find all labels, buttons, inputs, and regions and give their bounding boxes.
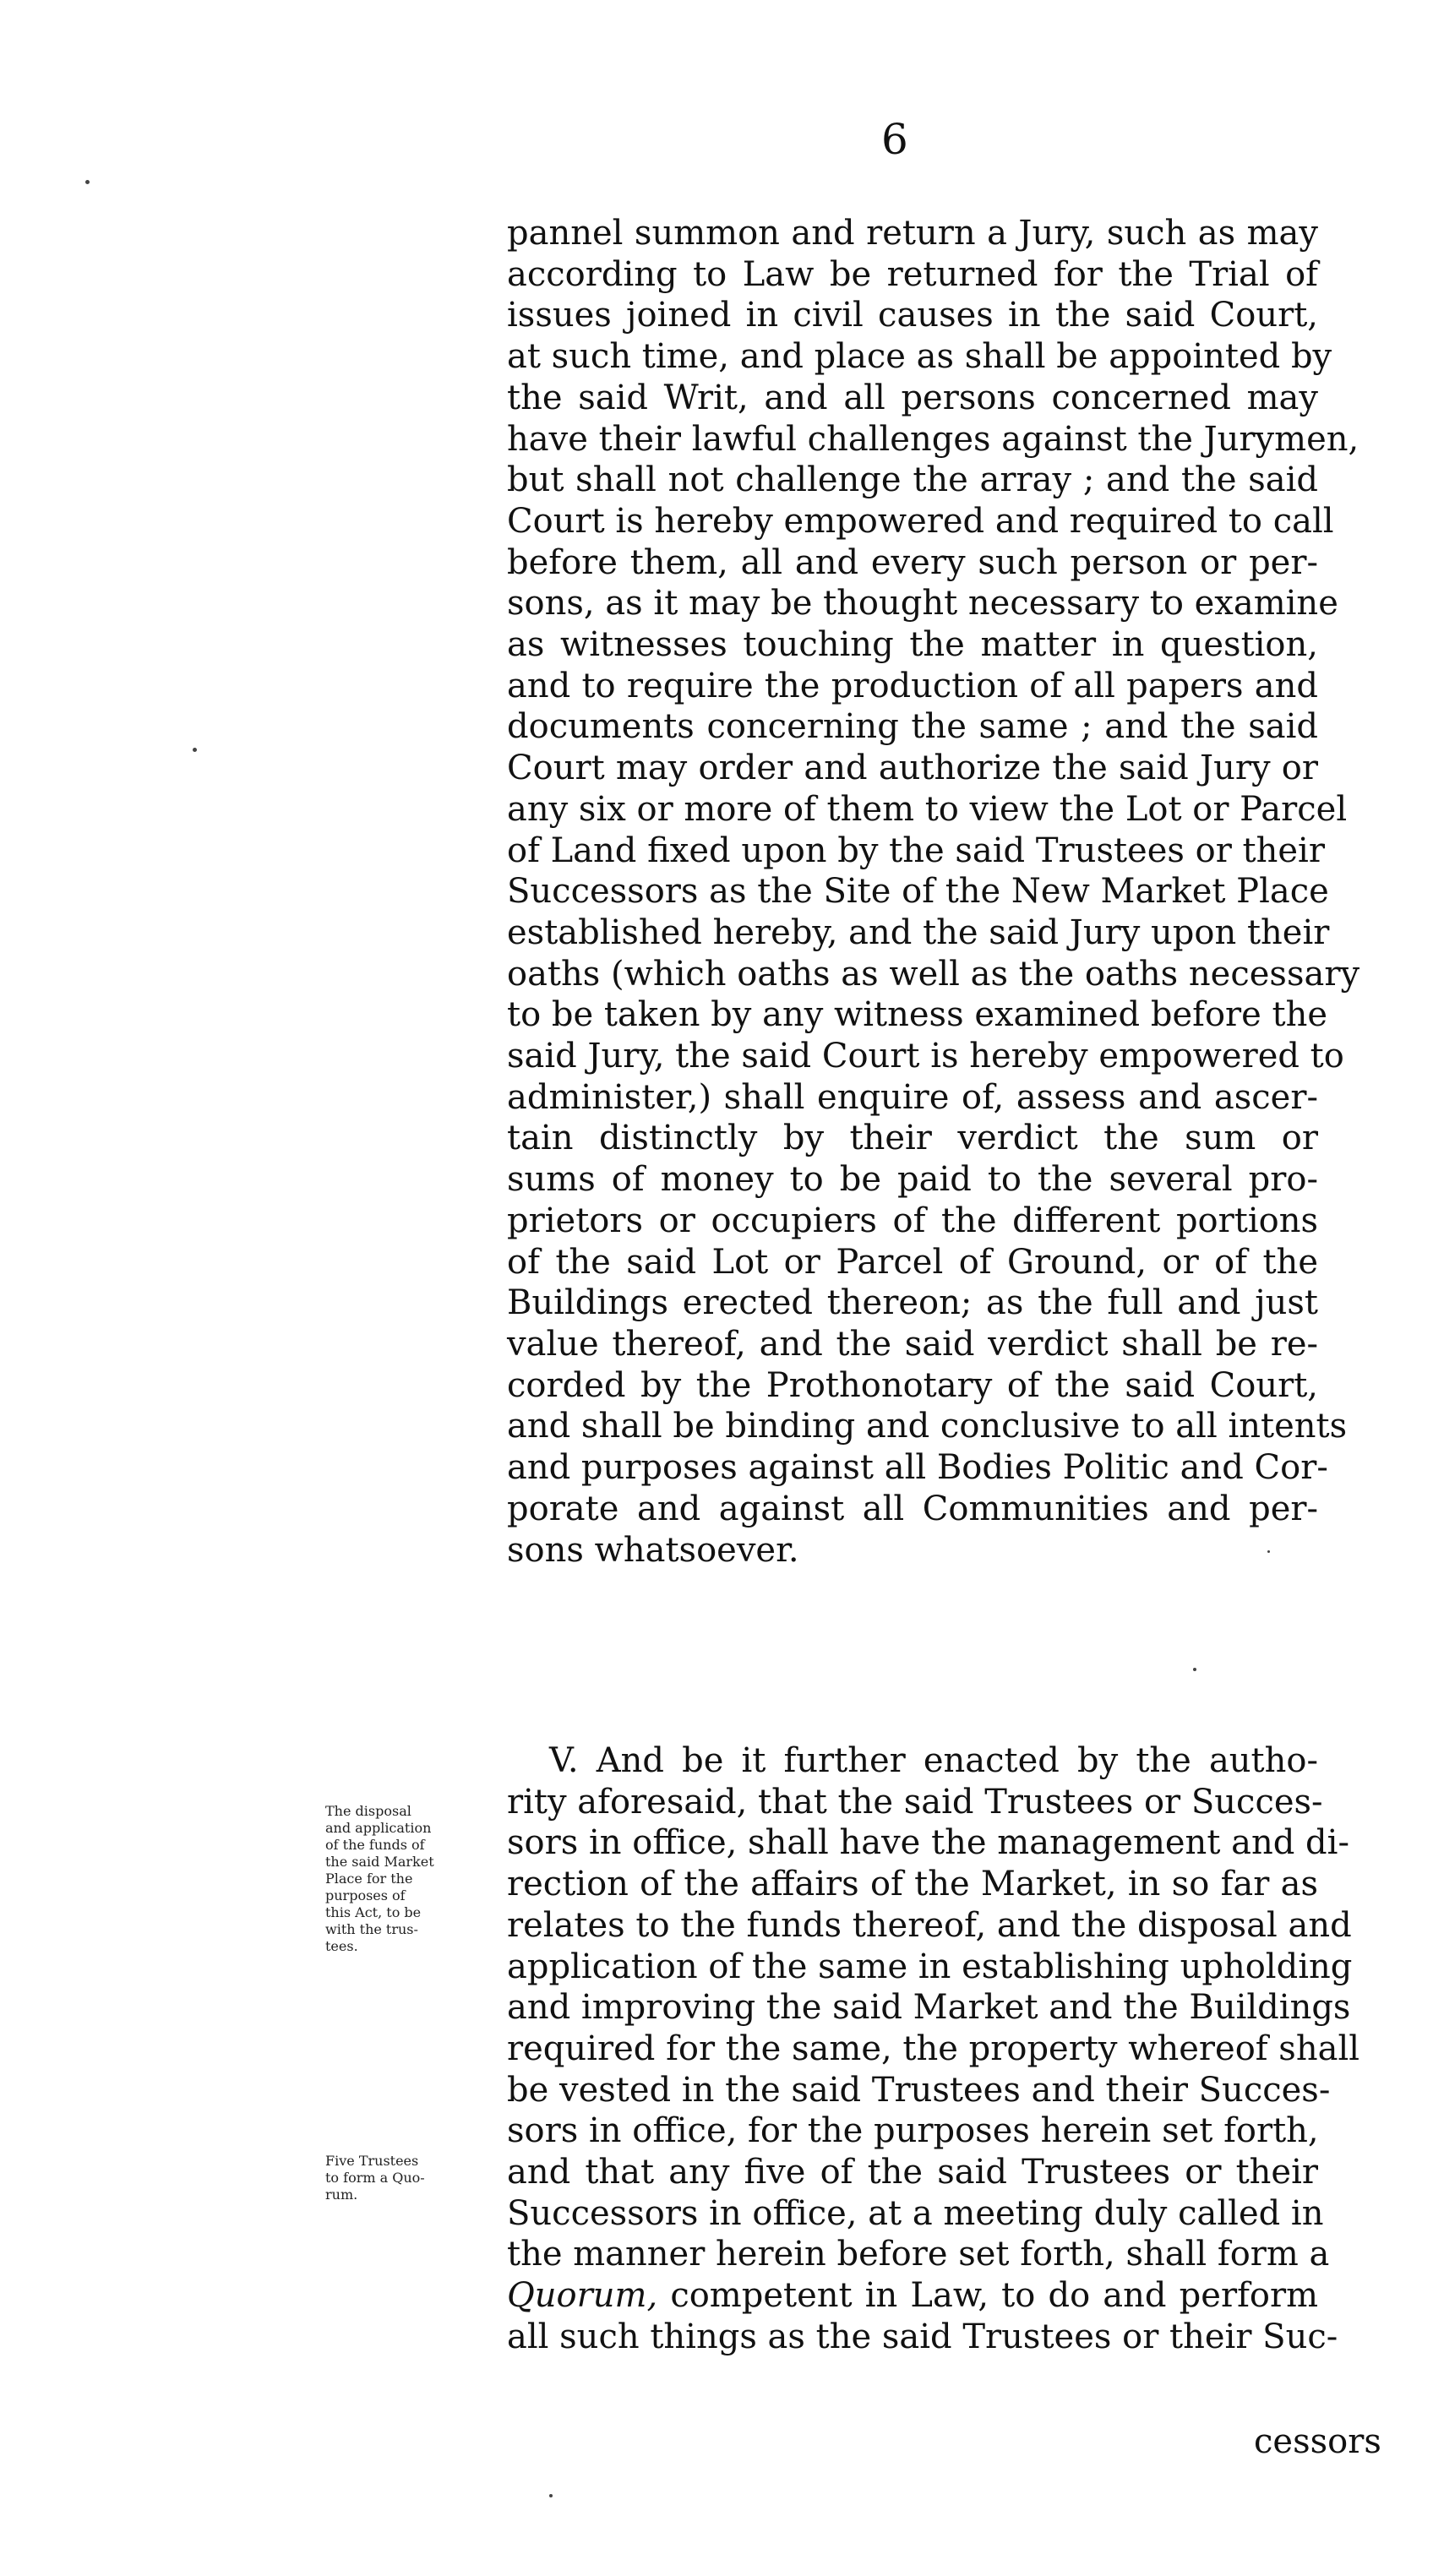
margin-note-line: of the funds of [325, 1837, 425, 1853]
continuation-paragraph [507, 213, 1360, 1571]
text-line: Court may order and authorize the said Jury or [507, 749, 1318, 788]
text-line: corded by the Prothonotary of the said Court, [507, 1365, 1318, 1405]
ink-speck [549, 2494, 553, 2497]
text-line: and that any five of the said Trustees or their [507, 2153, 1318, 2192]
text-line: established hereby, and the said Jury upon their [507, 912, 1330, 952]
text-line: administer,) shall enquire of, assess and ascer- [507, 1077, 1318, 1117]
margin-note-line: with the trus- [325, 1921, 418, 1937]
text-line: application of the same in establishing upholding [507, 1947, 1353, 1986]
margin-note-disposal [325, 1803, 494, 1955]
margin-note-line: this Act, to be [325, 1904, 422, 1920]
ink-speck [85, 180, 90, 184]
margin-note-line: to form a Quo- [325, 2170, 425, 2186]
quorum-word: Quorum, [507, 2276, 658, 2316]
text-line: rection of the affairs of the Market, in so far as [507, 1865, 1318, 1904]
text-line: but shall not challenge the array ; and the said [507, 460, 1318, 500]
text-line: relates to the funds thereof, and the disposal and [507, 1905, 1352, 1945]
text-line: and shall be binding and conclusive to all intents [507, 1407, 1348, 1446]
text-line: sors in office, for the purposes herein set forth, [507, 2111, 1319, 2151]
text-line: sors in office, shall have the management and di- [507, 1823, 1349, 1863]
ink-speck [1267, 1550, 1270, 1553]
section-v-paragraph [507, 1740, 1360, 2358]
text-line: all such things as the said Trustees or their Suc- [507, 2317, 1338, 2356]
text-line: sums of money to be paid to the several pro- [507, 1160, 1318, 1200]
text-line: and purposes against all Bodies Politic and Cor- [507, 1448, 1328, 1488]
margin-note-line: The disposal [325, 1803, 411, 1819]
text-line: Court is hereby empowered and required to call [507, 501, 1334, 541]
text-line: sons, as it may be thought necessary to examine [507, 584, 1338, 624]
text-line: documents concerning the same ; and the said [507, 707, 1318, 747]
margin-note-quorum [325, 2153, 494, 2203]
text-line: value thereof, and the said verdict shall be re- [507, 1324, 1318, 1364]
catchword: cessors [1254, 2422, 1381, 2461]
text-line: as witnesses touching the matter in question, [507, 625, 1318, 665]
text-line: issues joined in civil causes in the said Court, [507, 296, 1318, 335]
text-line: any six or more of them to view the Lot or Parcel [507, 789, 1348, 829]
text-line: porate and against all Communities and per- [507, 1489, 1318, 1528]
text-line: the said Writ, and all persons concerned may [507, 378, 1318, 417]
text-line: pannel summon and return a Jury, such as may [507, 214, 1318, 253]
text-line: have their lawful challenges against the Jurymen, [507, 419, 1359, 459]
text-line: required for the same, the property whereof shall [507, 2029, 1360, 2068]
text-line: said Jury, the said Court is hereby empowered to [507, 1037, 1344, 1076]
margin-note-line: purposes of [325, 1887, 406, 1903]
margin-note-line: Place for the [325, 1871, 413, 1887]
text-line: tain distinctly by their verdict the sum or [507, 1119, 1318, 1158]
text-line: oaths (which oaths as well as the oaths necessary [507, 954, 1360, 994]
text-line: Buildings erected thereon; as the full and just [507, 1283, 1318, 1323]
text-line: be vested in the said Trustees and their Succes- [507, 2070, 1331, 2110]
text-line: and improving the said Market and the Buildings [507, 1988, 1351, 2028]
text-line: at such time, and place as shall be appointed by [507, 337, 1332, 377]
text-line-quorum [507, 2275, 1318, 2317]
margin-note-line: rum. [325, 2187, 358, 2203]
ink-speck [1193, 1668, 1196, 1671]
text-line: of Land fixed upon by the said Trustees or their [507, 831, 1325, 870]
text-line: Successors in office, at a meeting duly called in [507, 2193, 1324, 2233]
margin-note-line: tees. [325, 1938, 358, 1954]
text-line: sons whatsoever. [507, 1530, 799, 1570]
text-line: to be taken by any witness examined before the [507, 995, 1328, 1035]
ink-speck [193, 748, 197, 752]
text-line: prietors or occupiers of the different portions [507, 1201, 1318, 1240]
text-line: according to Law be returned for the Trial of [507, 254, 1318, 294]
text-line: and to require the production of all papers and [507, 666, 1318, 705]
text-line: before them, all and every such person or per- [507, 542, 1318, 582]
page-number: 6 [881, 115, 908, 164]
margin-note-line: Five Trustees [325, 2153, 419, 2169]
text-line: rity aforesaid, that the said Trustees or Succes- [507, 1782, 1323, 1822]
margin-note-line: and application [325, 1820, 432, 1836]
text-line: Successors as the Site of the New Market Place [507, 872, 1329, 912]
quorum-rest: competent in Law, to do and perform [657, 2276, 1318, 2316]
margin-note-line: the said Market [325, 1854, 434, 1870]
section-heading-line: V. And be it further enacted by the autho- [549, 1741, 1318, 1780]
text-line: of the said Lot or Parcel of Ground, or of the [507, 1242, 1318, 1282]
text-line: the manner herein before set forth, shall form a [507, 2235, 1330, 2274]
